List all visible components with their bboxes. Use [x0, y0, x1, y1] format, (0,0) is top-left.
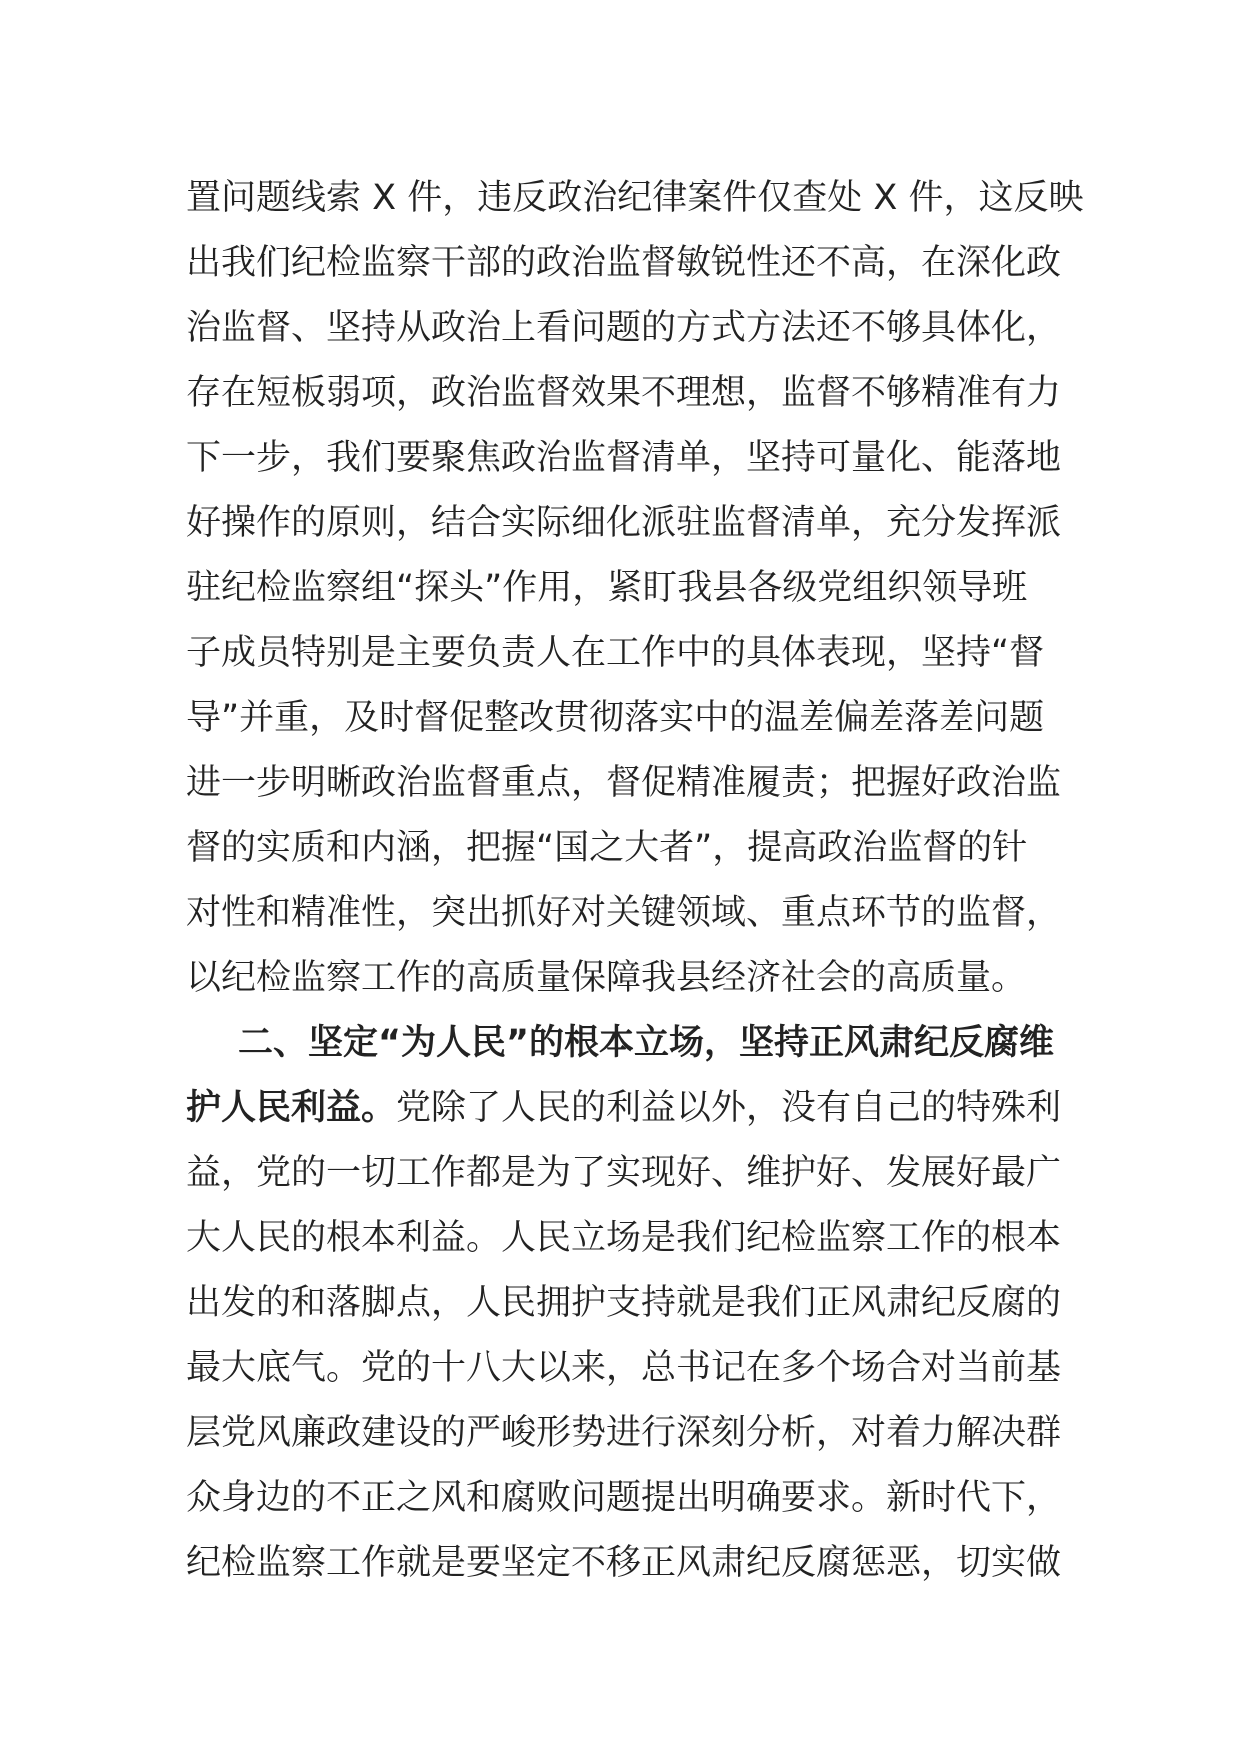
text-line: 进一步明晰政治监督重点，督促精准履责；把握好政治监 — [186, 763, 1062, 803]
text-line: 出我们纪检监察干部的政治监督敏锐性还不高，在深化政 — [186, 243, 1062, 283]
text-line: 出发的和落脚点，人民拥护支持就是我们正风肃纪反腐的 — [186, 1283, 1062, 1323]
text-line: 众身边的不正之风和腐败问题提出明确要求。新时代下， — [186, 1478, 1062, 1518]
text-line: 以纪检监察工作的高质量保障我县经济社会的高质量。 — [186, 958, 1027, 998]
text-line: 好操作的原则，结合实际细化派驻监督清单，充分发挥派 — [186, 503, 1062, 543]
text-line: 导”并重，及时督促整改贯彻落实中的温差偏差落差问题 — [186, 698, 1045, 738]
text-line: 子成员特别是主要负责人在工作中的具体表现，坚持“督 — [186, 633, 1045, 673]
body-text — [186, 166, 1084, 1596]
text-line: 大人民的根本利益。人民立场是我们纪检监察工作的根本 — [186, 1218, 1062, 1258]
text-line: 治监督、坚持从政治上看问题的方式方法还不够具体化， — [186, 308, 1062, 348]
section-heading-end: 护人民利益。 — [186, 1088, 397, 1128]
text-line: 下一步，我们要聚焦政治监督清单，坚持可量化、能落地 — [186, 438, 1062, 478]
text-line: 督的实质和内涵，把握“国之大者”，提高政治监督的针 — [186, 828, 1028, 868]
text-line: 最大底气。党的十八大以来，总书记在多个场合对当前基 — [186, 1348, 1062, 1388]
text-run: 党除了人民的利益以外，没有自己的特殊利 — [396, 1088, 1062, 1128]
text-line: 纪检监察工作就是要坚定不移正风肃纪反腐惩恶，切实做 — [186, 1543, 1062, 1583]
text-line: 驻纪检监察组“探头”作用，紧盯我县各级党组织领导班 — [186, 568, 1028, 608]
heading-continuation-line — [186, 1076, 1062, 1141]
text-line: 对性和精准性，突出抓好对关键领域、重点环节的监督， — [186, 893, 1062, 933]
section-heading: 二、坚定“为人民”的根本立场，坚持正风肃纪反腐维 — [238, 1023, 1055, 1063]
text-line: 存在短板弱项，政治监督效果不理想，监督不够精准有力 — [186, 373, 1062, 413]
text-line: 层党风廉政建设的严峻形势进行深刻分析，对着力解决群 — [186, 1413, 1062, 1453]
text-line: 置问题线索 X 件，违反政治纪律案件仅查处 X 件，这反映 — [186, 178, 1084, 218]
text-line: 益，党的一切工作都是为了实现好、维护好、发展好最广 — [186, 1153, 1062, 1193]
